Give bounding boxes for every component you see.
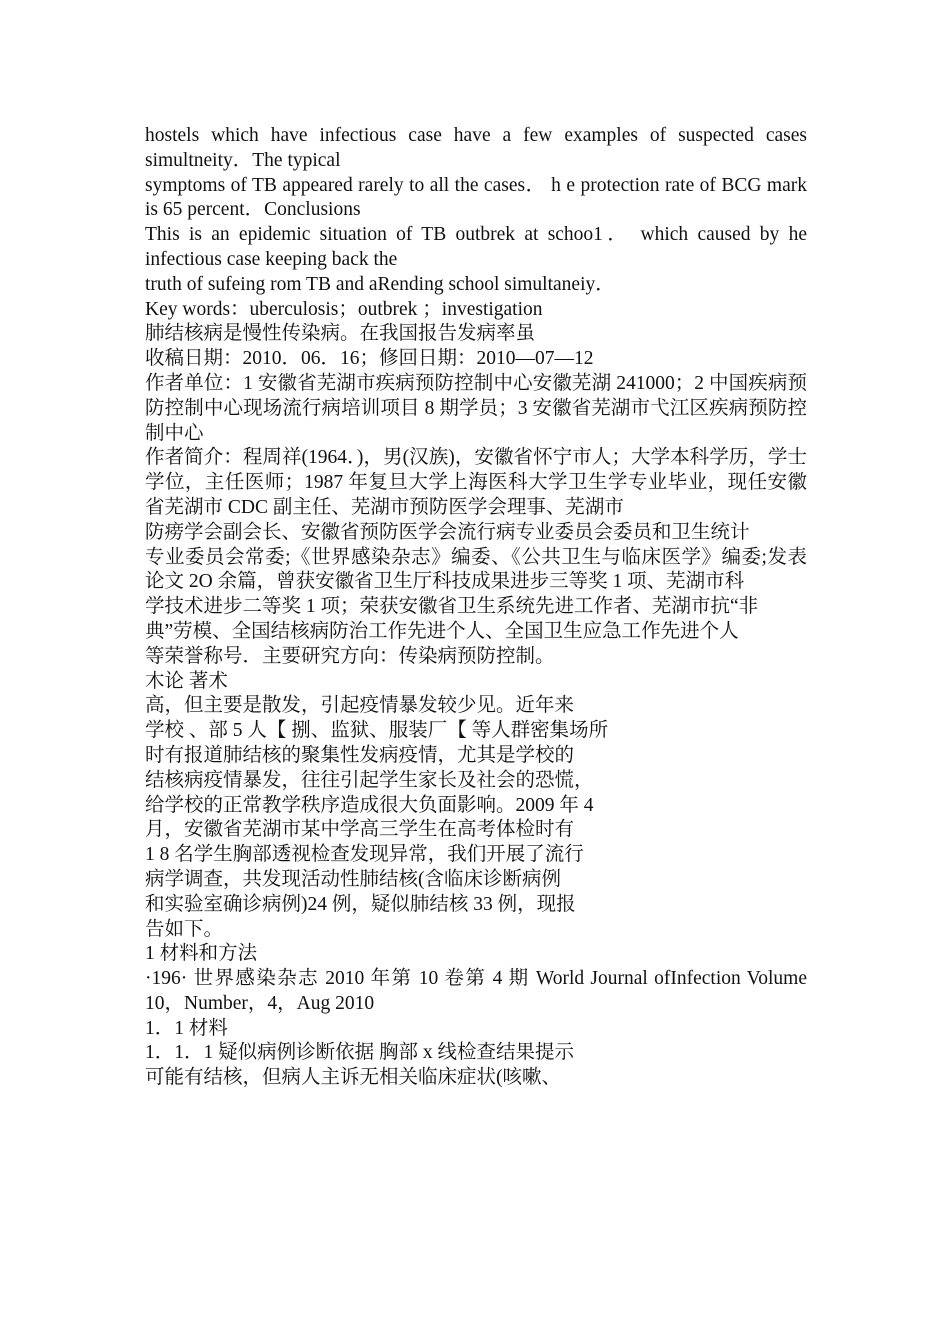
author-bio-line: 典”劳模、全国结核病防治工作先进个人、全国卫生应急工作先进个人 — [145, 620, 739, 642]
intro-body-line: 月，安徽省芜湖市某中学高三学生在高考体检时有 — [145, 819, 575, 841]
author-affiliation: 作者单位：1 安徽省芜湖市疾病预防控制中心安徽芜湖 241000；2 中国疾病预防控制中心现场流行病培训项目 8 期学员；3 安徽省芜湖市弋江区疾病预防控制中心 — [145, 372, 807, 444]
intro-body-line: 学校 、部 5 人【 捌、监狱、服装厂【 等人群密集场所 — [145, 720, 609, 742]
intro-body-line: 告如下。 — [145, 918, 224, 940]
abstract-line: This is an epidemic situation of TB outbrek at schoo1． which caused by he infectious case keeping back the — [145, 224, 807, 270]
document-page — [145, 124, 807, 1091]
abstract-line: truth of sufeing rom TB and aRending school simultaneiy． — [145, 273, 615, 295]
author-bio-line: 防痨学会副会长、安徽省预防医学会流行病专业委员会委员和卫生统计 — [145, 521, 750, 543]
author-bio-line: 作者简介：程周祥(1964．)，男(汉族)，安徽省怀宁市人；大学本科学历，学士学位，主任医师；1987 年复旦大学上海医科大学卫生学专业毕业，现任安徽省芜湖市 CDC 副主任、芜湖市预防医学会理事、芜湖市 — [145, 447, 807, 518]
received-date: 收稿日期：2010．06．16；修回日期：2010—07—12 — [145, 348, 594, 370]
intro-body-line: 时有报道肺结核的聚集性发病疫情，尤其是学校的 — [145, 744, 575, 766]
intro-body-line: 高，但主要是散发，引起疫情暴发较少见。近年来 — [145, 695, 575, 717]
column-label: 木论 著术 — [145, 670, 228, 692]
author-bio-line: 等荣誉称号．主要研究方向：传染病预防控制。 — [145, 645, 555, 667]
abstract-line: symptoms of TB appeared rarely to all the cases． h e protection rate of BCG mark is 65 percent．Conclusions — [145, 174, 807, 221]
author-bio-line: 专业委员会常委;《世界感染杂志》编委、《公共卫生与临床医学》编委;发表论文 2O 余篇，曾获安徽省卫生厅科技成果进步三等奖 1 项、芜湖市科 — [145, 546, 807, 593]
intro-body-line: 和实验室确诊病例)24 例，疑似肺结核 33 例，现报 — [145, 893, 576, 915]
intro-body-line: 病学调查，共发现活动性肺结核(含临床诊断病例 — [145, 868, 561, 890]
intro-body-line: 结核病疫情暴发，往往引起学生家长及社会的恐慌， — [145, 769, 594, 791]
abstract-line: hostels which have infectious case have a few examples of suspected cases simultneity．The typical — [145, 125, 807, 171]
section-heading: 1 材料和方法 — [145, 943, 258, 965]
criteria-line: 可能有结核，但病人主诉无相关临床症状(咳嗽、 — [145, 1067, 561, 1089]
author-bio-line: 学技术进步二等奖 1 项；荣获安徽省卫生系统先进工作者、芜湖市抗“非 — [145, 596, 759, 618]
intro-body-line: 给学校的正常教学秩序造成很大负面影响。2009 年 4 — [145, 794, 594, 816]
running-footer: ·196· 世界感染杂志 2010 年第 10 卷第 4 期 World Journal ofInfection Volume 10，Number，4，Aug 2010 — [145, 968, 807, 1014]
keywords-line: Key words：uberculosis；outbrek ；investigation — [145, 298, 543, 320]
subsection-heading: 1．1 材料 — [145, 1017, 228, 1039]
intro-body-line: 1 8 名学生胸部透视检查发现异常，我们开展了流行 — [145, 844, 584, 866]
criteria-line: 1．1．1 疑似病例诊断依据 胸部 x 线检查结果提示 — [145, 1042, 575, 1064]
intro-lead: 肺结核病是慢性传染病。在我国报告发病率虽 — [145, 323, 536, 345]
